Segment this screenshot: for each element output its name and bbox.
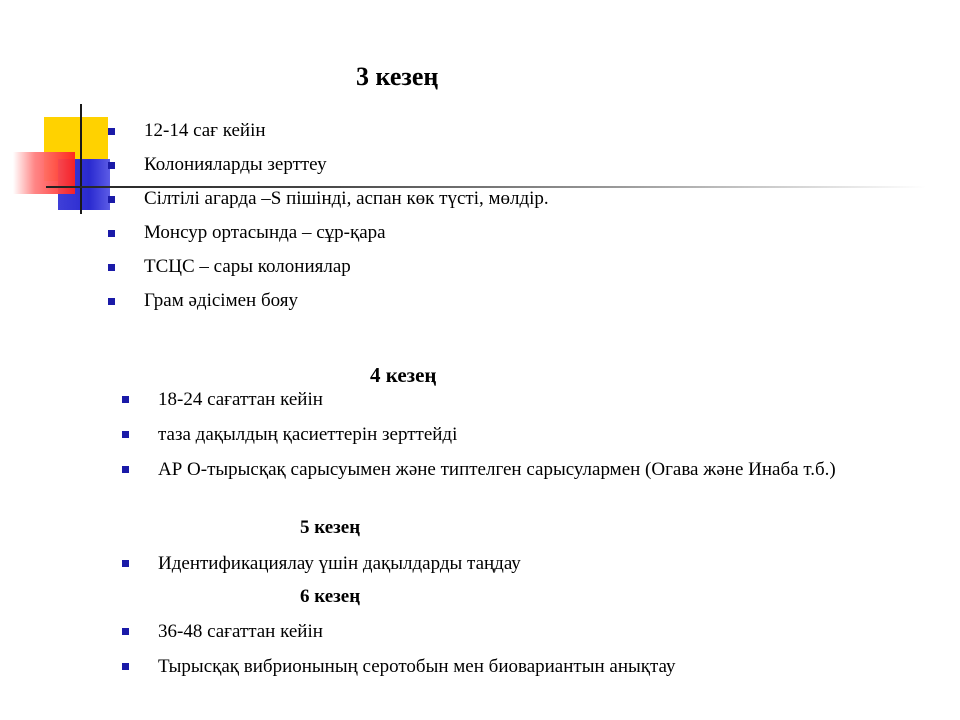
list-item-text: 36-48 сағаттан кейін bbox=[158, 621, 323, 642]
square-bullet-icon bbox=[122, 466, 129, 473]
stage-3-list bbox=[108, 120, 828, 324]
list-item bbox=[122, 617, 862, 646]
list-item-text: Грам әдісімен бояу bbox=[144, 290, 299, 311]
square-bullet-icon bbox=[108, 162, 115, 169]
square-bullet-icon bbox=[122, 663, 129, 670]
list-item-text: Тырысқақ вибрионының серотобын мен биовариантын анықтау bbox=[158, 656, 676, 677]
list-item bbox=[122, 385, 862, 414]
list-item bbox=[122, 549, 862, 578]
square-bullet-icon bbox=[122, 396, 129, 403]
square-bullet-icon bbox=[108, 230, 115, 237]
decor-vertical-line bbox=[80, 104, 82, 214]
list-item bbox=[122, 652, 862, 681]
list-item-text: Колонияларды зерттеу bbox=[144, 154, 327, 175]
square-bullet-icon bbox=[122, 560, 129, 567]
stage-3-title: 3 кезең bbox=[356, 62, 439, 91]
stage-5-list bbox=[122, 549, 862, 578]
list-item bbox=[108, 154, 828, 188]
list-item bbox=[108, 188, 828, 222]
list-item bbox=[108, 256, 828, 290]
list-item bbox=[108, 290, 828, 324]
list-item-text: ТСЦС – сары колониялар bbox=[144, 256, 351, 277]
square-bullet-icon bbox=[108, 298, 115, 305]
square-bullet-icon bbox=[108, 128, 115, 135]
list-item bbox=[122, 455, 862, 484]
list-item bbox=[108, 120, 828, 154]
stage-6-list bbox=[122, 617, 862, 681]
stage-4-title: 4 кезең bbox=[370, 363, 437, 387]
list-item-text: 18-24 сағаттан кейін bbox=[158, 389, 323, 410]
stage-4-list bbox=[122, 385, 862, 484]
square-bullet-icon bbox=[122, 628, 129, 635]
list-item bbox=[108, 222, 828, 256]
list-item-text: Идентификациялау үшін дақылдарды таңдау bbox=[158, 553, 521, 574]
stage-5-title: 5 кезең bbox=[300, 517, 361, 538]
square-bullet-icon bbox=[122, 431, 129, 438]
list-item-text: АР О-тырысқақ сарысуымен және типтелген сарысулармен (Огава және Инаба т.б.) bbox=[158, 459, 836, 480]
stage-6-title: 6 кезең bbox=[300, 586, 361, 607]
square-bullet-icon bbox=[108, 264, 115, 271]
list-item-text: 12-14 сағ кейін bbox=[144, 120, 266, 141]
list-item-text: Сілтілі агарда –S пішінді, аспан көк түсті, мөлдір. bbox=[144, 188, 549, 209]
list-item-text: таза дақылдың қасиеттерін зерттейді bbox=[158, 424, 458, 445]
square-bullet-icon bbox=[108, 196, 115, 203]
list-item bbox=[122, 420, 862, 449]
list-item-text: Монсур ортасында – сұр-қара bbox=[144, 222, 386, 243]
